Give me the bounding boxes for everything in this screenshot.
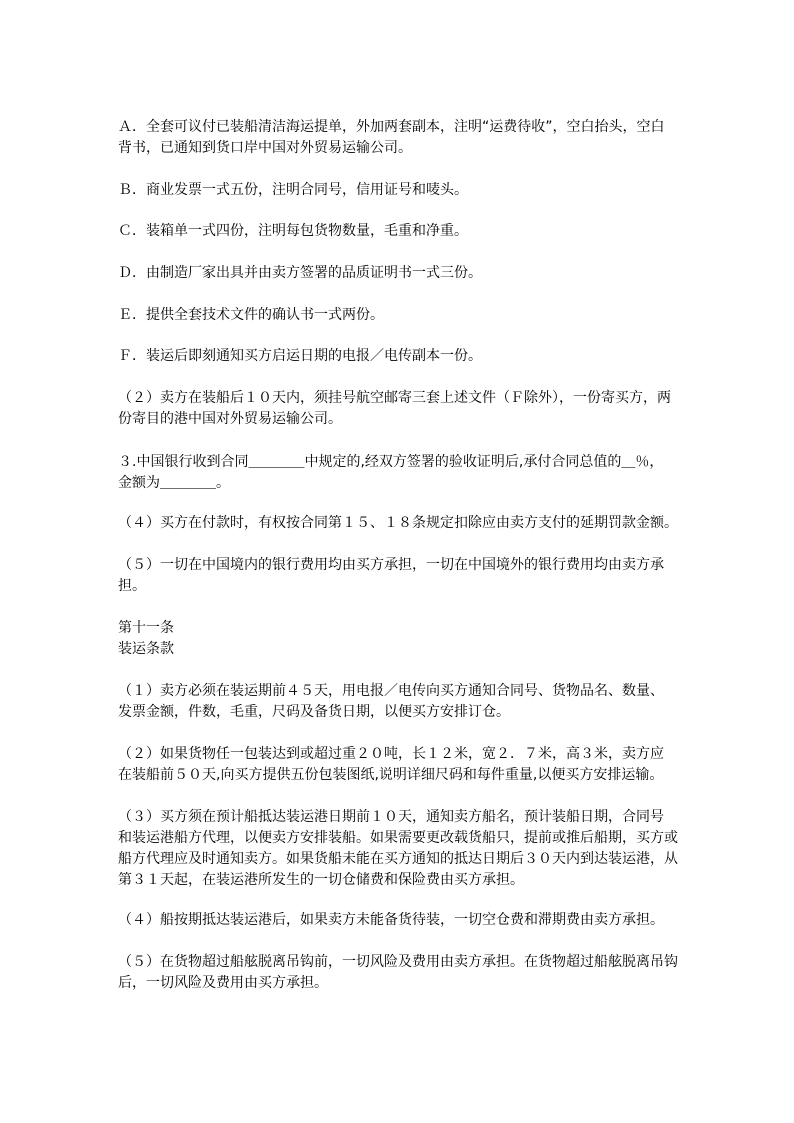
clause-item-b: Ｂ．商业发票一式五份，注明合同号，信用证号和唛头。 bbox=[118, 182, 468, 198]
article-11-heading: 第十一条 装运条款 bbox=[118, 620, 174, 657]
clause-paragraph-3: ３.中国银行收到合同＿＿＿＿中规定的,经双方签署的验收证明后,承付合同总值的＿％， 金额为＿＿＿＿。 bbox=[118, 454, 664, 491]
clause-item-d: Ｄ．由制造厂家出具并由卖方签署的品质证明书一式三份。 bbox=[118, 265, 482, 281]
clause-item-f: Ｆ．装运后即刻通知买方启运日期的电报／电传副本一份。 bbox=[118, 348, 482, 364]
clause-item-e: Ｅ．提供全套技术文件的确认书一式两份。 bbox=[118, 307, 384, 323]
shipment-paragraph-3: （３）买方须在预计船抵达装运港日期前１０天，通知卖方船名，预计装船日期，合同号 和装运港船方代理，以便卖方安排装船。如果需要更改载货船只，提前或推后船期，买方或 船方代理应及时通知卖方。如果货船未能在买方通知的抵达日期后３０天内到达装运港，从 第３１天起，在装运港所发生的一切仓储费和保险费由买方承担。 bbox=[118, 809, 678, 888]
clause-paragraph-5: （５）一切在中国境内的银行费用均由买方承担，一切在中国境外的银行费用均由卖方承 担。 bbox=[118, 557, 664, 594]
shipment-paragraph-2: （２）如果货物任一包装达到或超过重２０吨，长１２米，宽２．７米，高３米，卖方应 在装船前５０天,向买方提供五份包装图纸,说明详细尺码和每件重量,以便买方安排运输。 bbox=[118, 746, 664, 783]
clause-paragraph-4: （４）买方在付款时，有权按合同第１５、１８条规定扣除应由卖方支付的延期罚款金额。 bbox=[118, 515, 678, 531]
clause-item-a: Ａ．全套可议付已装船清洁海运提单，外加两套副本，注明“运费待收”，空白抬头，空白 背书，已通知到货口岸中国对外贸易运输公司。 bbox=[118, 119, 665, 156]
shipment-paragraph-5: （５）在货物超过船舷脱离吊钩前，一切风险及费用由卖方承担。在货物超过船舷脱离吊钩 后，一切风险及费用由买方承担。 bbox=[118, 954, 678, 991]
shipment-paragraph-1: （１）卖方必须在装运期前４５天，用电报／电传向买方通知合同号、货物品名、数量、 发票金额，件数，毛重，尺码及备货日期，以便买方安排订仓。 bbox=[118, 683, 664, 720]
clause-paragraph-2: （２）卖方在装船后１０天内，须挂号航空邮寄三套上述文件（Ｆ除外），一份寄买方，两 份寄目的港中国对外贸易运输公司。 bbox=[118, 390, 671, 427]
clause-item-c: Ｃ．装箱单一式四份，注明每包货物数量，毛重和净重。 bbox=[118, 223, 468, 239]
shipment-paragraph-4: （４）船按期抵达装运港后，如果卖方未能备货待装，一切空仓费和滞期费由卖方承担。 bbox=[118, 912, 664, 928]
